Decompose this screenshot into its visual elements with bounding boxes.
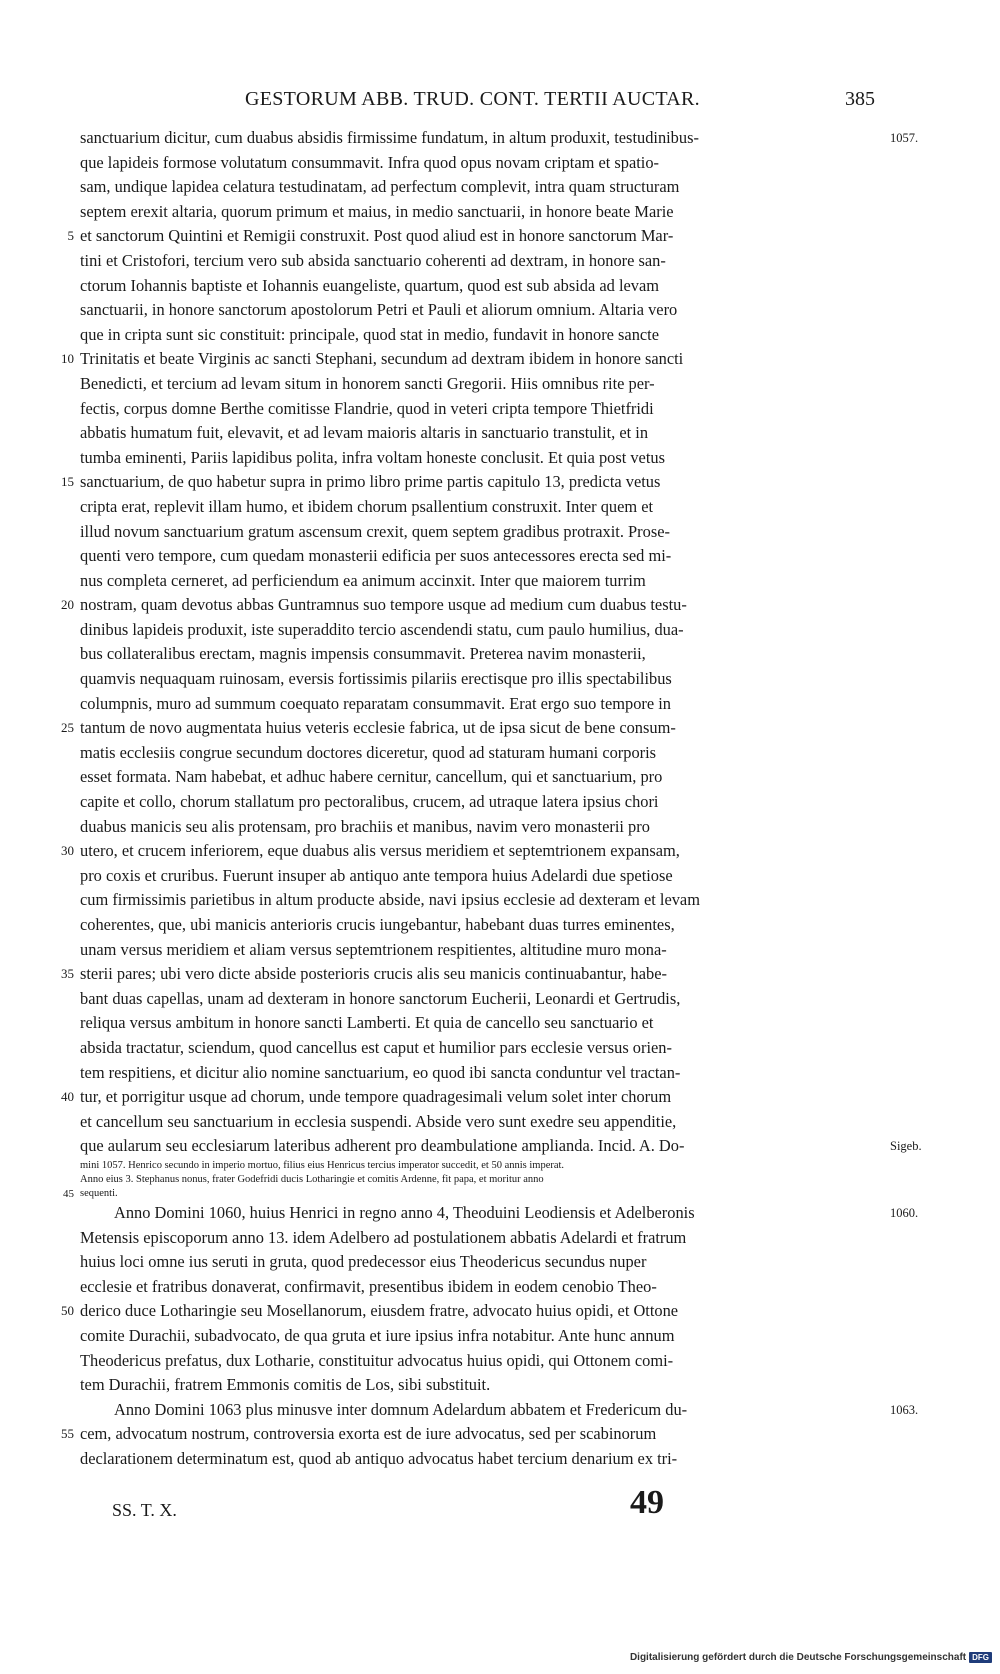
footnote-line xyxy=(63,1187,876,1201)
text-line xyxy=(80,544,876,569)
line-text: que lapideis formose volutatum consummavit. Infra quod opus novam criptam et spatio- xyxy=(80,152,660,172)
line-text: comite Durachii, subadvocato, de qua gruta et iure ipsius infra notabitur. Ante hunc annum xyxy=(80,1325,675,1345)
line-number: 45 xyxy=(63,1187,74,1200)
text-line xyxy=(80,421,876,446)
text-line xyxy=(80,249,876,274)
text-line xyxy=(80,1250,876,1275)
text-line xyxy=(80,175,876,200)
line-text: bus collateralibus erectam, magnis impensis consummavit. Preterea navim monasterii, xyxy=(80,644,646,664)
line-text: tur, et porrigitur usque ad chorum, unde tempore quadragesimali velum solet inter chorum xyxy=(80,1087,672,1107)
line-text: et sanctorum Quintini et Remigii construxit. Post quod aliud est in honore sanctorum Mar- xyxy=(80,226,674,246)
text-line xyxy=(80,692,876,717)
line-text: tumba eminenti, Pariis lapidibus polita, infra voltam honeste conclusit. Et quia post vetus xyxy=(80,447,665,467)
line-text: quamvis nequaquam ruinosam, eversis fortissimis pilariis erectisque pro illis spectabilibus xyxy=(80,669,672,689)
text-line xyxy=(80,1201,919,1226)
line-text: Trinitatis et beate Virginis ac sancti Stephani, secundum ad dextram ibidem in honore sancti xyxy=(80,349,684,369)
line-text: Anno Domini 1060, huius Henrici in regno anno 4, Theoduini Leodiensis et Adelberonis xyxy=(114,1202,695,1222)
dfg-logo-icon: DFG xyxy=(969,1652,992,1663)
line-text: pro coxis et cruribus. Fuerunt insuper ab antiquo ante tempora huius Adelardi due spetiose xyxy=(80,865,673,885)
text-line xyxy=(80,1226,876,1251)
text-line xyxy=(80,397,876,422)
text-line xyxy=(61,470,876,495)
line-text: capite et collo, chorum stallatum pro pectoralibus, crucem, ad utraque latera ipsius chori xyxy=(80,792,659,812)
line-text: abbatis humatum fuit, elevavit, et ad levam maioris altaris in sanctuario transtulit, et in xyxy=(80,423,649,443)
line-text: tem respitiens, et dicitur alio nomine sanctuarium, eo quod ibi sancta conduntur vel tractan- xyxy=(80,1062,681,1082)
text-line xyxy=(80,1061,876,1086)
text-line xyxy=(61,1085,876,1110)
line-number: 30 xyxy=(61,843,74,859)
line-text: matis ecclesiis congrue secundum doctores diceretur, quod ad staturam humani corporis xyxy=(80,742,657,762)
line-text: que in cripta sunt sic constituit: principale, quod stat in medio, fundavit in honore sancte xyxy=(80,324,660,344)
text-line xyxy=(80,790,876,815)
text-line xyxy=(80,987,876,1012)
text-line xyxy=(80,569,876,594)
line-text: esset formata. Nam habebat, et adhuc habere cernitur, cancellum, qui et sanctuarium, pro xyxy=(80,767,663,787)
text-line xyxy=(67,224,876,249)
line-text: absida tractatur, sciendum, quod cancellus est caput et humilior pars ecclesie versus orien- xyxy=(80,1037,672,1057)
line-text: utero, et crucem inferiorem, eque duabus alis versus meridiem et septemtrionem expansam, xyxy=(80,841,680,861)
margin-note: Sigeb. xyxy=(890,1139,922,1154)
line-text: tem Durachii, fratrem Emmonis comitis de Los, sibi substituit. xyxy=(80,1375,491,1395)
line-text: et cancellum seu sanctuarium in ecclesia suspendi. Abside vero sunt exedre seu appenditie, xyxy=(80,1111,677,1131)
text-line xyxy=(80,864,876,889)
margin-note: 1063. xyxy=(890,1402,919,1417)
text-line xyxy=(80,1011,876,1036)
text-line xyxy=(80,642,876,667)
line-number: 5 xyxy=(67,228,74,244)
line-text: Anno eius 3. Stephanus nonus, frater Godefridi ducis Lotharingie et comitis Ardenne, fit papa, et moritur anno xyxy=(80,1173,544,1185)
line-text: declarationem determinatum est, quod ab antiquo advocatus habet tercium denarium ex tri- xyxy=(80,1448,678,1468)
text-line xyxy=(80,1373,876,1398)
text-line xyxy=(80,446,876,471)
text-line xyxy=(80,200,876,225)
text-line xyxy=(80,938,876,963)
digitization-note xyxy=(630,1652,992,1663)
text-line xyxy=(80,323,876,348)
text-line xyxy=(61,347,876,372)
margin-note: 1060. xyxy=(890,1205,919,1220)
text-line xyxy=(80,520,876,545)
text-line xyxy=(80,274,876,299)
text-line xyxy=(80,765,876,790)
line-number: 35 xyxy=(61,966,74,982)
text-line xyxy=(61,839,876,864)
line-text: sanctuarium, de quo habetur supra in primo libro prime partis capitulo 13, predicta vetus xyxy=(80,472,661,492)
line-text: bant duas capellas, unam ad dexteram in honore sanctorum Eucherii, Leonardi et Gertrudis, xyxy=(80,988,681,1008)
line-number: 40 xyxy=(61,1089,74,1105)
line-number: 15 xyxy=(61,474,74,490)
line-text: que aularum seu ecclesiarum lateribus adherent pro deambulatione amplianda. Incid. A. Do- xyxy=(80,1136,685,1156)
text-line xyxy=(80,1447,876,1472)
line-text: huius loci omne ius seruti in gruta, quod predecessor eius Theodericus secundus nuper xyxy=(80,1252,647,1272)
line-number: 20 xyxy=(61,597,74,613)
text-line xyxy=(80,495,876,520)
line-text: Theodericus prefatus, dux Lotharie, constituitur advocatus huius opidi, qui Ottonem comi- xyxy=(80,1350,674,1370)
line-text: nostram, quam devotus abbas Guntramnus suo tempore usque ad medium cum duabus testu- xyxy=(80,595,687,615)
line-text: Anno Domini 1063 plus minusve inter domnum Adelardum abbatem et Fredericum du- xyxy=(114,1399,688,1419)
text-line xyxy=(80,1275,876,1300)
line-text: fectis, corpus domne Berthe comitisse Flandrie, quod in veteri cripta tempore Thietfridi xyxy=(80,398,654,418)
text-line xyxy=(80,741,876,766)
line-text: septem erexit altaria, quorum primum et maius, in medio sanctuarii, in honore beate Marie xyxy=(80,201,674,221)
text-line xyxy=(80,667,876,692)
footnote-line xyxy=(80,1159,876,1173)
running-title: GESTORUM ABB. TRUD. CONT. TERTII AUCTAR. xyxy=(245,88,700,110)
line-number: 10 xyxy=(61,351,74,367)
text-line xyxy=(61,716,876,741)
line-text: derico duce Lotharingie seu Mosellanorum, eiusdem fratre, advocato huius opidi, et Ottone xyxy=(80,1301,679,1321)
line-number: 50 xyxy=(61,1303,74,1319)
text-line xyxy=(80,1398,919,1423)
sheet-number: 49 xyxy=(630,1484,664,1521)
text-line xyxy=(61,1299,876,1324)
margin-note: 1057. xyxy=(890,131,919,145)
line-number: 25 xyxy=(61,720,74,736)
text-line xyxy=(80,815,876,840)
text-line xyxy=(80,913,876,938)
line-text: coherentes, que, ubi manicis anterioris crucis iungebantur, habebant duas turres eminentes, xyxy=(80,915,675,934)
text-line xyxy=(80,126,919,151)
text-line xyxy=(61,1422,876,1447)
text-line xyxy=(80,1036,876,1061)
text-line xyxy=(80,1349,876,1374)
text-line xyxy=(80,151,876,176)
text-line xyxy=(80,618,876,643)
line-text: dinibus lapideis produxit, iste superaddito tercio ascendendi statu, cum paulo humilius, dua- xyxy=(80,619,684,639)
line-number: 55 xyxy=(61,1426,74,1442)
line-text: Metensis episcoporum anno 13. idem Adelbero ad postulationem abbatis Adelardi et fratrum xyxy=(80,1227,687,1247)
line-text: sam, undique lapidea celatura testudinatam, ad perfectum complevit, intra quam structuram xyxy=(80,177,680,197)
line-text: nus completa cerneret, ad perficiendum ea animum accinxit. Inter que maiorem turrim xyxy=(80,570,646,590)
line-text: Benedicti, et tercium ad levam situm in honorem sancti Gregorii. Hiis omnibus rite per- xyxy=(80,373,655,393)
digitization-text: Digitalisierung gefördert durch die Deutsche Forschungsgemeinschaft xyxy=(629,1652,967,1663)
body-text xyxy=(61,126,922,1471)
line-text: sequenti. xyxy=(80,1187,118,1199)
text-line xyxy=(61,962,876,987)
line-text: reliqua versus ambitum in honore sancti Lamberti. Et quia de cancello seu sanctuario et xyxy=(80,1013,654,1033)
line-text: unam versus meridiem et aliam versus septemtrionem respitientes, altitudine muro mona- xyxy=(80,939,667,959)
line-text: sanctuarii, in honore sanctorum apostolorum Petri et Pauli et aliorum omnium. Altaria vero xyxy=(80,300,678,320)
line-text: duabus manicis seu alis protensam, pro brachiis et manibus, navim vero monasterii pro xyxy=(80,816,650,836)
page-header xyxy=(245,88,875,114)
line-text: quenti vero tempore, cum quedam monasterii edificia per suos antecessores erecta sed mi- xyxy=(80,546,672,566)
line-text: sterii pares; ubi vero dicte abside posterioris crucis alis seu manicis continuabantur, habe- xyxy=(80,964,667,984)
line-text: mini 1057. Henrico secundo in imperio mortuo, filius eius Henricus tercius imperator succedit, et 50 annis imperat. xyxy=(80,1159,565,1171)
text-line xyxy=(80,1134,922,1159)
line-text: ctorum Iohannis baptiste et Iohannis euangeliste, quartum, quod est sub absida ad levam xyxy=(80,275,659,295)
page-number: 385 xyxy=(845,88,875,110)
line-text: ecclesie et fratribus donaverat, confirmavit, presentibus ibidem in eodem cenobio Theo- xyxy=(80,1276,657,1296)
footnote-line xyxy=(80,1173,876,1187)
text-line xyxy=(80,1324,876,1349)
line-text: tini et Cristofori, tercium vero sub absida sanctuario coherenti ad dextram, in honore san- xyxy=(80,250,666,270)
text-line xyxy=(61,593,876,618)
line-text: sanctuarium dicitur, cum duabus absidis firmissime fundatum, in altum produxit, testudinibus- xyxy=(80,128,699,147)
text-line xyxy=(80,888,876,913)
line-text: cripta erat, replevit illam humo, et ibidem chorum psallentium construxit. Inter quem et xyxy=(80,496,654,516)
line-text: cem, advocatum nostrum, controversia exorta est de iure advocatus, sed per scabinorum xyxy=(80,1424,657,1444)
text-line xyxy=(80,372,876,397)
line-text: columpnis, muro ad summum coequato reparatam consummavit. Erat ergo suo tempore in xyxy=(80,693,671,713)
text-line xyxy=(80,1110,876,1135)
line-text: cum firmissimis parietibus in altum producte abside, navi ipsius ecclesie ad dexteram et levam xyxy=(80,890,700,910)
line-text: illud novum sanctuarium gratum ascensum crexit, quem septem gradibus protraxit. Prose- xyxy=(80,521,670,541)
text-line xyxy=(80,298,876,323)
line-text: tantum de novo augmentata huius veteris ecclesie fabrica, ut de ipsa sicut de bene consum- xyxy=(80,718,676,738)
signature-mark: SS. T. X. xyxy=(112,1500,177,1520)
